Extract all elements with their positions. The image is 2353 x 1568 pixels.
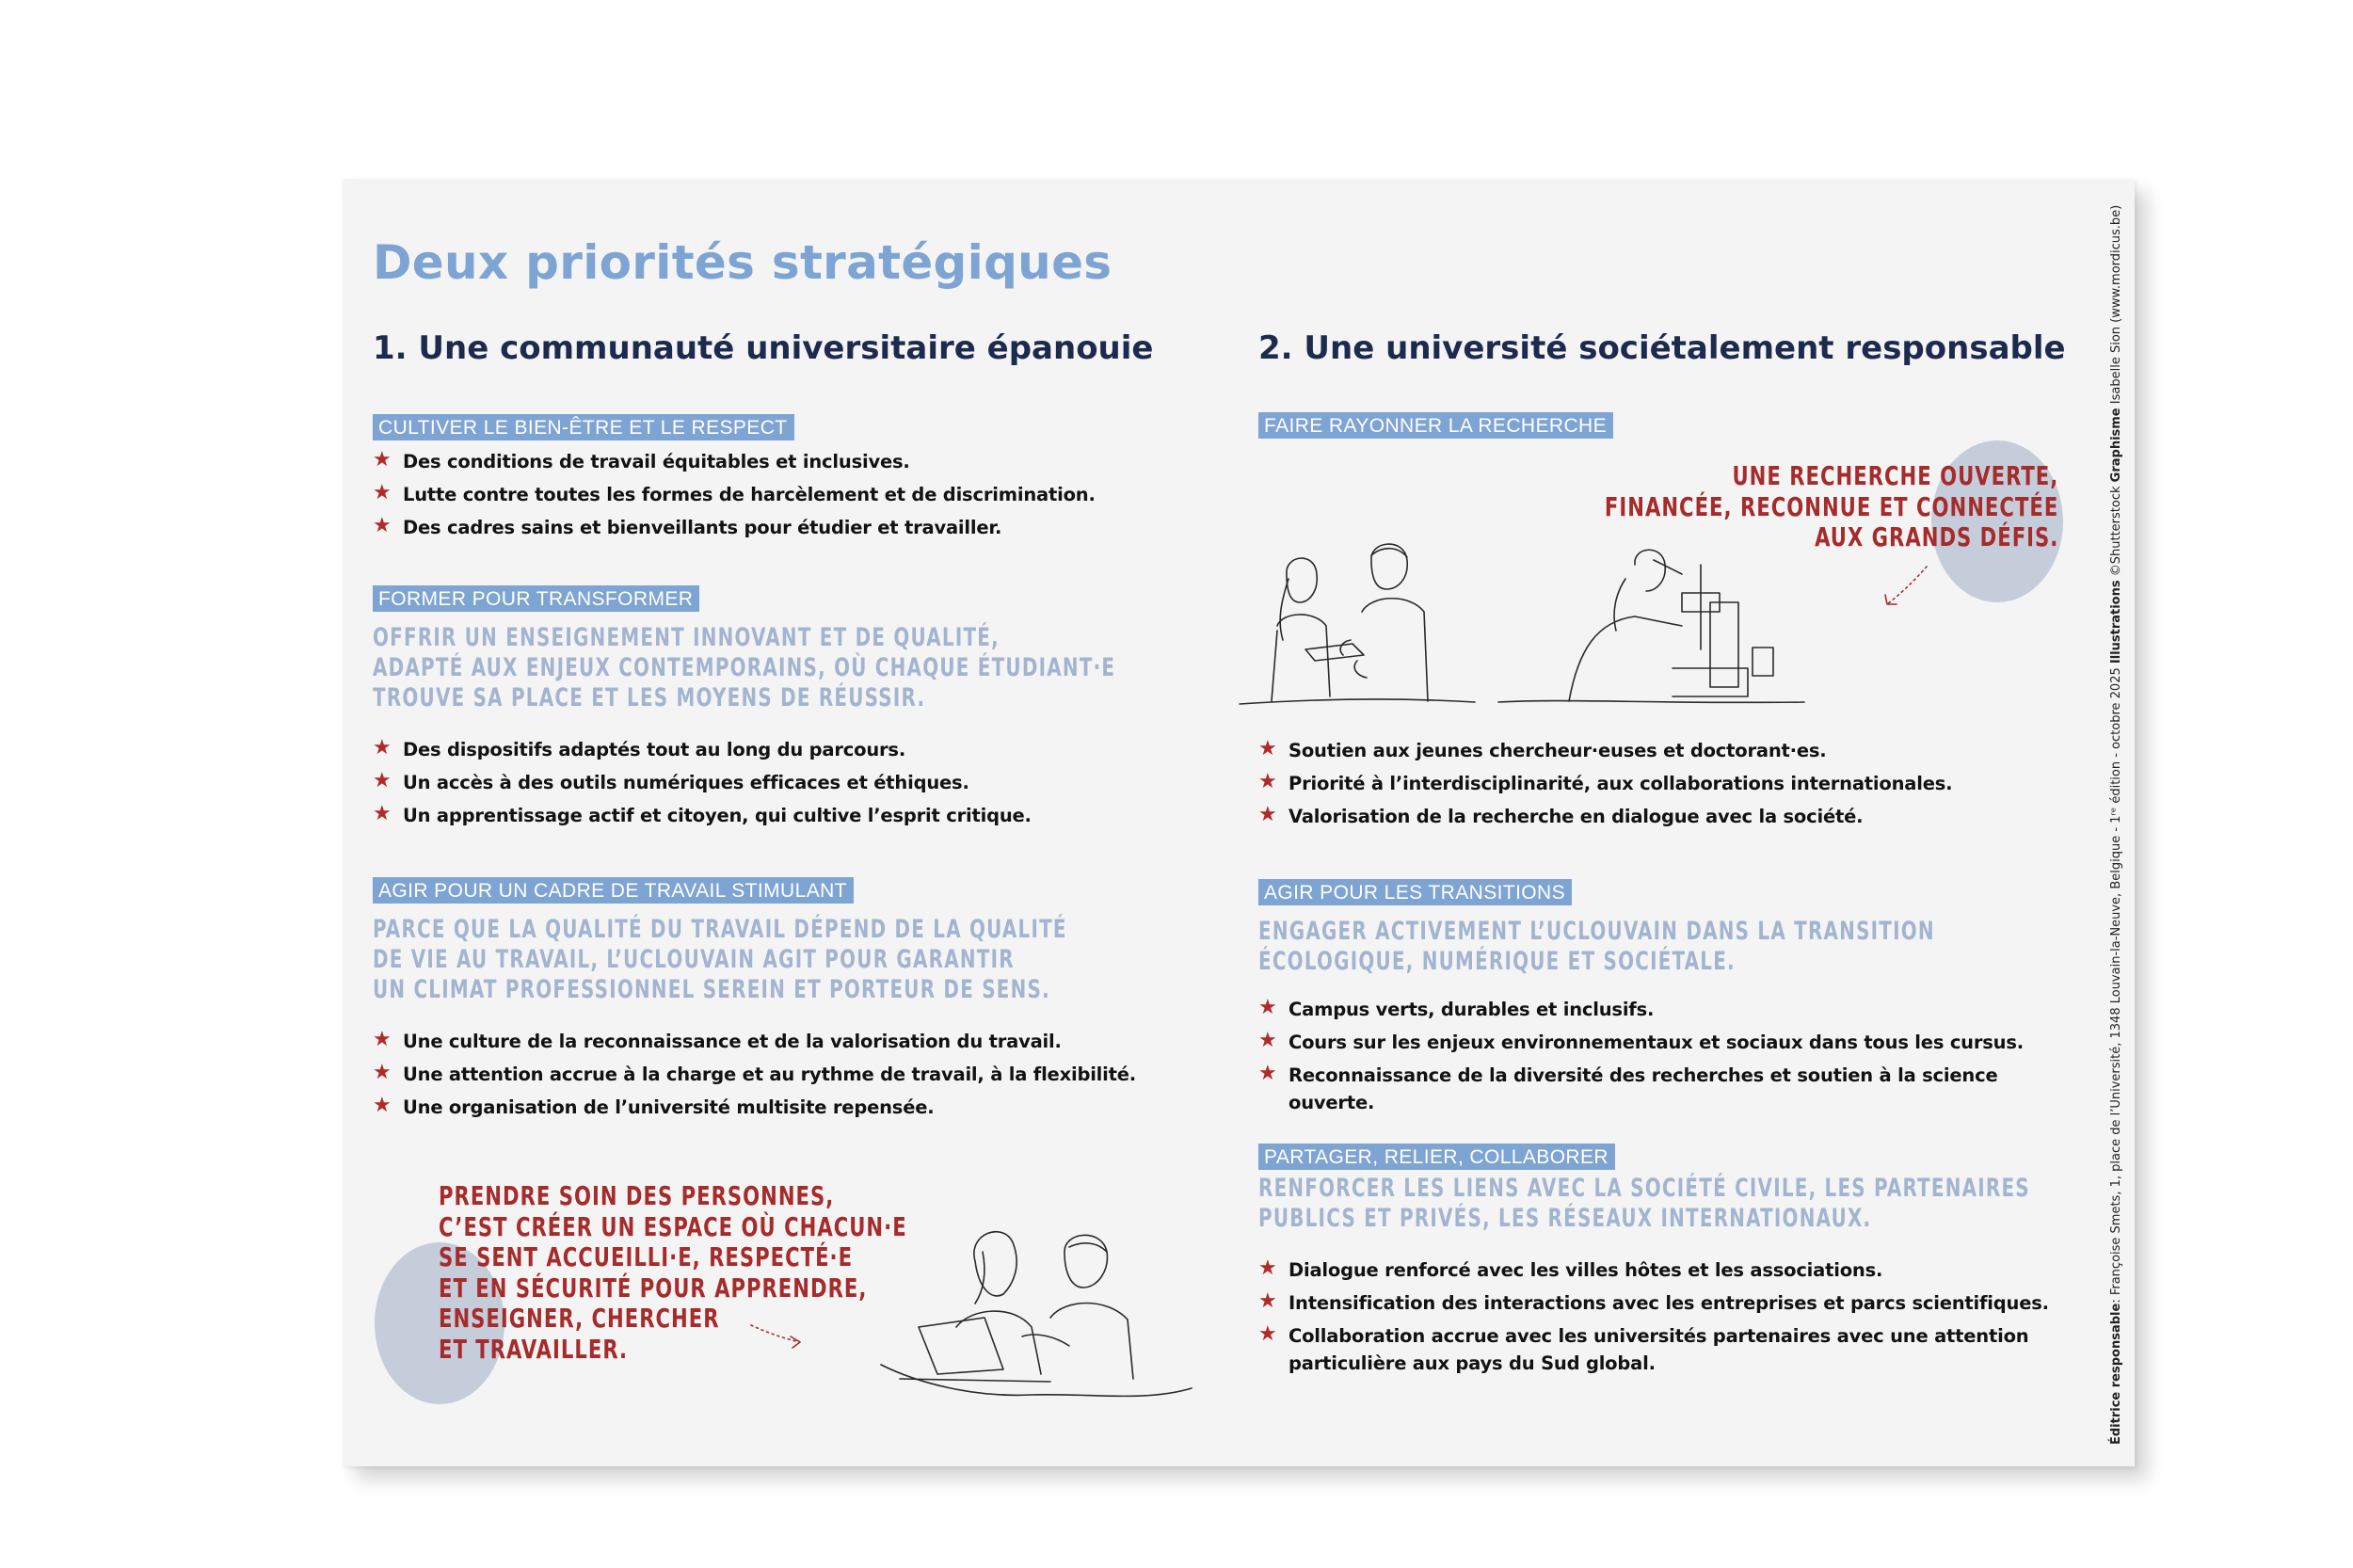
- list-item: ★ Une organisation de l’université multisite repensée.: [373, 1094, 935, 1118]
- dotted-arrow-icon: [749, 1318, 806, 1355]
- list-item: ★ Dialogue renforcé avec les villes hôtes et les associations.: [1258, 1256, 1883, 1281]
- list-item: ★ Collaboration accrue avec les universités partenaires avec une attention particulière aux pays du Sud global.: [1258, 1322, 2029, 1374]
- bullet-list: [1258, 1256, 2087, 1377]
- star-icon: ★: [373, 448, 392, 472]
- star-icon: ★: [1258, 737, 1277, 760]
- bullet-list: [373, 1028, 1220, 1121]
- bullet-list: [1258, 737, 1952, 836]
- section-recherche: [1258, 412, 2087, 439]
- list-item: ★ Valorisation de la recherche en dialogue avec la société.: [1258, 803, 1864, 827]
- section-tag: CULTIVER LE BIEN-ÊTRE ET LE RESPECT: [373, 414, 794, 440]
- list-item: ★ Intensification des interactions avec les entreprises et parcs scientifiques.: [1258, 1289, 2049, 1314]
- page-title: Deux priorités stratégiques: [373, 235, 1112, 290]
- list-item: ★ Campus verts, durables et inclusifs.: [1258, 996, 1655, 1020]
- star-icon: ★: [1258, 1256, 1277, 1280]
- star-icon: ★: [1258, 1062, 1277, 1085]
- bullet-list: [373, 448, 1220, 541]
- priority-2-column: [1258, 179, 2087, 1466]
- section-tag: AGIR POUR LES TRANSITIONS: [1258, 879, 1572, 905]
- section-partager: [1258, 1144, 2087, 1383]
- section-tag: AGIR POUR UN CADRE DE TRAVAIL STIMULANT: [373, 877, 854, 904]
- researchers-illustration: [1240, 536, 1804, 715]
- section-transitions: [1258, 879, 2087, 1122]
- star-icon: ★: [373, 1061, 392, 1084]
- star-icon: ★: [373, 1028, 392, 1051]
- section-tag: FAIRE RAYONNER LA RECHERCHE: [1258, 412, 1613, 439]
- research-callout-quote: UNE RECHERCHE OUVERTE, FINANCÉE, RECONNUE ET CONNECTÉE AUX GRANDS DÉFIS.: [1604, 460, 2058, 552]
- star-icon: ★: [1258, 803, 1277, 826]
- section-quote: PARCE QUE LA QUALITÉ DU TRAVAIL DÉPEND DE LA QUALITÉ DE VIE AU TRAVAIL, L’UCLOUVAIN AGIT POUR GARANTIR UN CLIMAT PROFESSIONNEL SEREIN ET PORTEUR DE SENS.: [373, 915, 1067, 1004]
- list-item: ★ Des cadres sains et bienveillants pour étudier et travailler.: [373, 514, 1002, 538]
- star-icon: ★: [373, 769, 392, 792]
- priority-2-heading: 2. Une université sociétalement responsable: [1258, 329, 2066, 367]
- bullet-list: [1258, 996, 2087, 1116]
- two-colleagues-illustration: [881, 1214, 1192, 1402]
- list-item: ★ Un apprentissage actif et citoyen, qui cultive l’esprit critique.: [373, 802, 1032, 826]
- list-item: ★ Un accès à des outils numériques efficaces et éthiques.: [373, 769, 969, 793]
- section-quote: OFFRIR UN ENSEIGNEMENT INNOVANT ET DE QUALITÉ, ADAPTÉ AUX ENJEUX CONTEMPORAINS, OÙ CHAQUE ÉTUDIANT·E TROUVE SA PLACE ET LES MOYENS DE RÉUSSIR.: [373, 623, 1116, 712]
- list-item: ★ Soutien aux jeunes chercheur·euses et doctorant·es.: [1258, 737, 1827, 761]
- star-icon: ★: [1258, 996, 1277, 1019]
- star-icon: ★: [1258, 770, 1277, 793]
- section-bien-etre: [373, 414, 1220, 547]
- list-item: ★ Lutte contre toutes les formes de harcèlement et de discrimination.: [373, 481, 1096, 505]
- section-former: [373, 585, 1220, 835]
- star-icon: ★: [373, 1094, 392, 1117]
- star-icon: ★: [1258, 1289, 1277, 1313]
- credits-vertical-text: Éditrice responsable: Françoise Smets, 1, place de l’Université, 1348 Louvain-la-Neuve, Belgique - 1ʳᵉ édition - octobre 2025 Illustrations ©Shutterstock Graphisme Isabelle Sion (www.mordicus.be): [2109, 204, 2123, 1445]
- bullet-list: [373, 736, 1220, 829]
- star-icon: ★: [373, 481, 392, 504]
- star-icon: ★: [373, 802, 392, 825]
- list-item: ★ Des dispositifs adaptés tout au long du parcours.: [373, 736, 906, 760]
- star-icon: ★: [373, 736, 392, 760]
- section-tag: FORMER POUR TRANSFORMER: [373, 585, 699, 612]
- priority-1-column: [373, 179, 1220, 1466]
- star-icon: ★: [373, 514, 392, 537]
- list-item: ★ Des conditions de travail équitables et inclusives.: [373, 448, 910, 472]
- list-item: ★ Reconnaissance de la diversité des recherches et soutien à la science ouverte.: [1258, 1062, 1998, 1113]
- priority-1-heading: 1. Une communauté universitaire épanouie: [373, 329, 1154, 367]
- section-tag: PARTAGER, RELIER, COLLABORER: [1258, 1144, 1615, 1170]
- list-item: ★ Une attention accrue à la charge et au rythme de travail, à la flexibilité.: [373, 1061, 1137, 1085]
- section-cadre-travail: [373, 877, 1220, 1127]
- section-quote: RENFORCER LES LIENS AVEC LA SOCIÉTÉ CIVILE, LES PARTENAIRES PUBLICS ET PRIVÉS, LES RÉSEAUX INTERNATIONAUX.: [1258, 1174, 2030, 1233]
- star-icon: ★: [1258, 1029, 1277, 1052]
- star-icon: ★: [1258, 1322, 1277, 1346]
- list-item: ★ Une culture de la reconnaissance et de la valorisation du travail.: [373, 1028, 1062, 1052]
- list-item: ★ Cours sur les enjeux environnementaux et sociaux dans tous les cursus.: [1258, 1029, 2024, 1053]
- dotted-arrow-icon: [1880, 565, 1936, 612]
- brochure-page: [343, 179, 2135, 1466]
- list-item: ★ Priorité à l’interdisciplinarité, aux collaborations internationales.: [1258, 770, 1953, 794]
- section-quote: ENGAGER ACTIVEMENT L’UCLOUVAIN DANS LA TRANSITION ÉCOLOGIQUE, NUMÉRIQUE ET SOCIÉTALE.: [1258, 917, 1935, 976]
- care-callout-quote: PRENDRE SOIN DES PERSONNES, C’EST CRÉER UN ESPACE OÙ CHACUN·E SE SENT ACCUEILLI·E, RESPECTÉ·E ET EN SÉCURITÉ POUR APPRENDRE, ENSEIGNER, CHERCHER ET TRAVAILLER.: [439, 1180, 907, 1365]
